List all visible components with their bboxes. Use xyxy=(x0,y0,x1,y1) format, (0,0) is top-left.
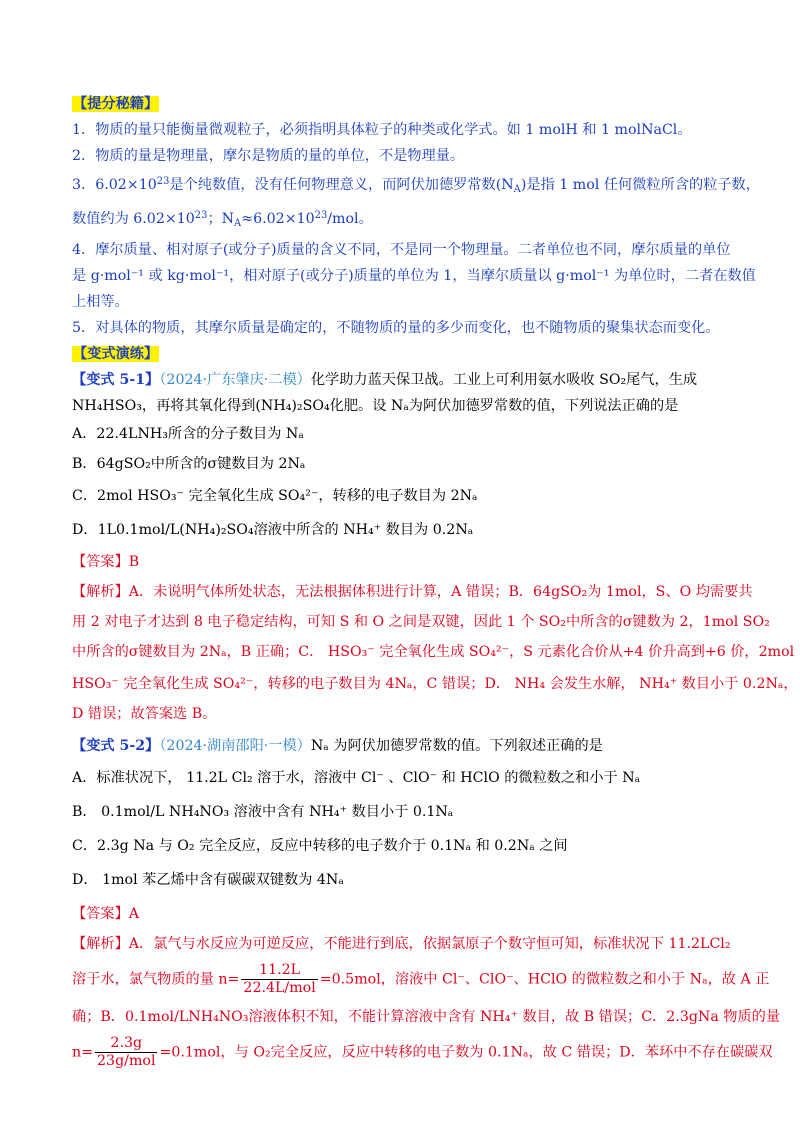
question-source: （2024·湖南邵阳·一模） xyxy=(159,737,311,754)
explanation-line4: n= $\frac{2.3g}{\text{23g/mol}}$ =0.1mol，与 O₂完全反应，反应中转移的电子数为 0.1Nₐ，故 C 错误；D．苯环中不存在碳碳双 xyxy=(72,1034,773,1069)
option-a: A．标准状况下， 11.2L Cl₂ 溶于水，溶液中 Cl⁻ 、ClO⁻ 和 HClO 的微粒数之和小于 Nₐ xyxy=(72,769,641,786)
question-5-1 xyxy=(72,370,798,724)
tips-heading: 【提分秘籍】 xyxy=(73,96,159,112)
explanation-line3: 中所含的σ键数目为 2Nₐ，B 正确；C． HSO₃⁻ 完全氧化生成 SO₄²⁻，S 元素化合价从+4 价升高到+6 价，2mol xyxy=(72,643,795,660)
question-5-2-stem: 【变式 5-2】（2024·湖南邵阳·一模）Nₐ 为阿伏加德罗常数的值。下列叙述正确的是 xyxy=(72,737,603,754)
tips-section xyxy=(72,94,760,338)
practice-heading: 【变式演练】 xyxy=(73,345,159,362)
explanation-line4: HSO₃⁻ 完全氧化生成 SO₄²⁻，转移的电子数目为 4Nₐ，C 错误；D． NH₄ 会发生水解， NH₄⁺ 数目小于 0.2Nₐ， xyxy=(72,675,798,692)
fraction: $\frac{2.3g}{\text{23g/mol}}$ xyxy=(97,1034,156,1069)
fraction: $\frac{11.2L}{\text{22.4L/mol}}$ xyxy=(243,961,316,996)
question-tag: 【变式 5-1】 xyxy=(72,371,160,388)
explanation-line3: 确；B．0.1mol/LNH₄NO₃溶液体积不知，不能计算溶液中含有 NH₄⁺ 数目，故 B 错误；C．2.3gNa 物质的量 xyxy=(72,1008,781,1025)
tip-3-line2: 数值约为 $6.02\times 10^{23}$；$N_A\approx 6.02\times 10^{23}$/mol。 xyxy=(72,209,373,229)
tip-2: 2．物质的量是物理量，摩尔是物质的量的单位，不是物理量。 xyxy=(72,148,465,164)
option-b: B． 0.1mol/L NH₄NO₃ 溶液中含有 NH₄⁺ 数目小于 0.1Nₐ xyxy=(72,803,454,820)
explanation-line1: 【解析】A．未说明气体所处状态，无法根据体积进行计算，A 错误；B．64gSO₂为 1mol，S、O 均需要共 xyxy=(72,583,753,600)
tip-5: 5．对具体的物质，其摩尔质量是确定的，不随物质的量的多少而变化，也不随物质的聚集状态而变化。 xyxy=(72,319,720,336)
document-page xyxy=(72,92,798,1070)
tip-3-line1: 3．$6.02\times 10^{23}$是个纯数值，没有任何物理意义，而阿伏加德罗常数$(N_A)$是指 1 mol 任何微粒所含的粒子数， xyxy=(72,176,760,195)
option-c: C．2.3g Na 与 O₂ 完全反应，反应中转移的电子数介于 0.1Nₐ 和 0.2Nₐ 之间 xyxy=(72,837,568,854)
option-c: C．2mol HSO₃⁻ 完全氧化生成 SO₄²⁻，转移的电子数目为 2Nₐ xyxy=(72,487,478,504)
tip-4-line3: 上相等。 xyxy=(72,293,129,310)
option-a: A．22.4LNH₃所含的分子数目为 Nₐ xyxy=(72,425,304,442)
question-5-2 xyxy=(72,736,781,1070)
explanation-line5: D 错误；故答案选 B。 xyxy=(72,705,217,722)
option-d: D．1L0.1mol/L(NH₄)₂SO₄溶液中所含的 NH₄⁺ 数目为 0.2Nₐ xyxy=(72,521,474,538)
tip-4-line2: 是 g·mol⁻¹ 或 kg·mol⁻¹，相对原子(或分子)质量的单位为 1，当摩尔质量以 g·mol⁻¹ 为单位时，二者在数值 xyxy=(72,267,756,284)
question-5-1-stem-line2: NH₄HSO₃，再将其氧化得到(NH₄)₂SO₄化肥。设 Nₐ为阿伏加德罗常数的值，下列说法正确的是 xyxy=(72,397,679,414)
option-b: B．64gSO₂中所含的σ键数目为 2Nₐ xyxy=(72,455,306,472)
tip-4-line1: 4．摩尔质量、相对原子(或分子)质量的含义不同，不是同一个物理量。二者单位也不同，摩尔质量的单位 xyxy=(72,241,731,258)
option-d: D． 1mol 苯乙烯中含有碳碳双键数为 4Nₐ xyxy=(72,871,344,888)
explanation-line1: 【解析】A．氯气与水反应为可逆反应，不能进行到底，依据氯原子个数守恒可知，标准状况下 11.2LCl₂ xyxy=(72,935,731,952)
answer: 【答案】A xyxy=(72,905,139,922)
explanation-line2: 用 2 对电子才达到 8 电子稳定结构，可知 S 和 O 之间是双键，因此 1 个 SO₂中所含的σ键数为 2，1mol SO₂ xyxy=(72,613,770,630)
question-source: （2024·广东肇庆·二模） xyxy=(159,371,311,388)
explanation-line2: 溶于水，氯气物质的量 n= $\frac{11.2L}{\text{22.4L/mol}}$ =0.5mol，溶液中 Cl⁻、ClO⁻、HClO 的微粒数之和小于 Nₐ，故 A 正 xyxy=(72,961,770,996)
question-tag: 【变式 5-2】 xyxy=(72,737,160,754)
question-5-1-stem: 【变式 5-1】（2024·广东肇庆·二模）化学助力蓝天保卫战。工业上可利用氨水吸收 SO₂尾气，生成 xyxy=(72,371,698,388)
answer: 【答案】B xyxy=(72,553,140,570)
tip-1: 1．物质的量只能衡量微观粒子，必须指明具体粒子的种类或化学式。如 1 molH 和 1 molNaCl。 xyxy=(72,122,692,138)
